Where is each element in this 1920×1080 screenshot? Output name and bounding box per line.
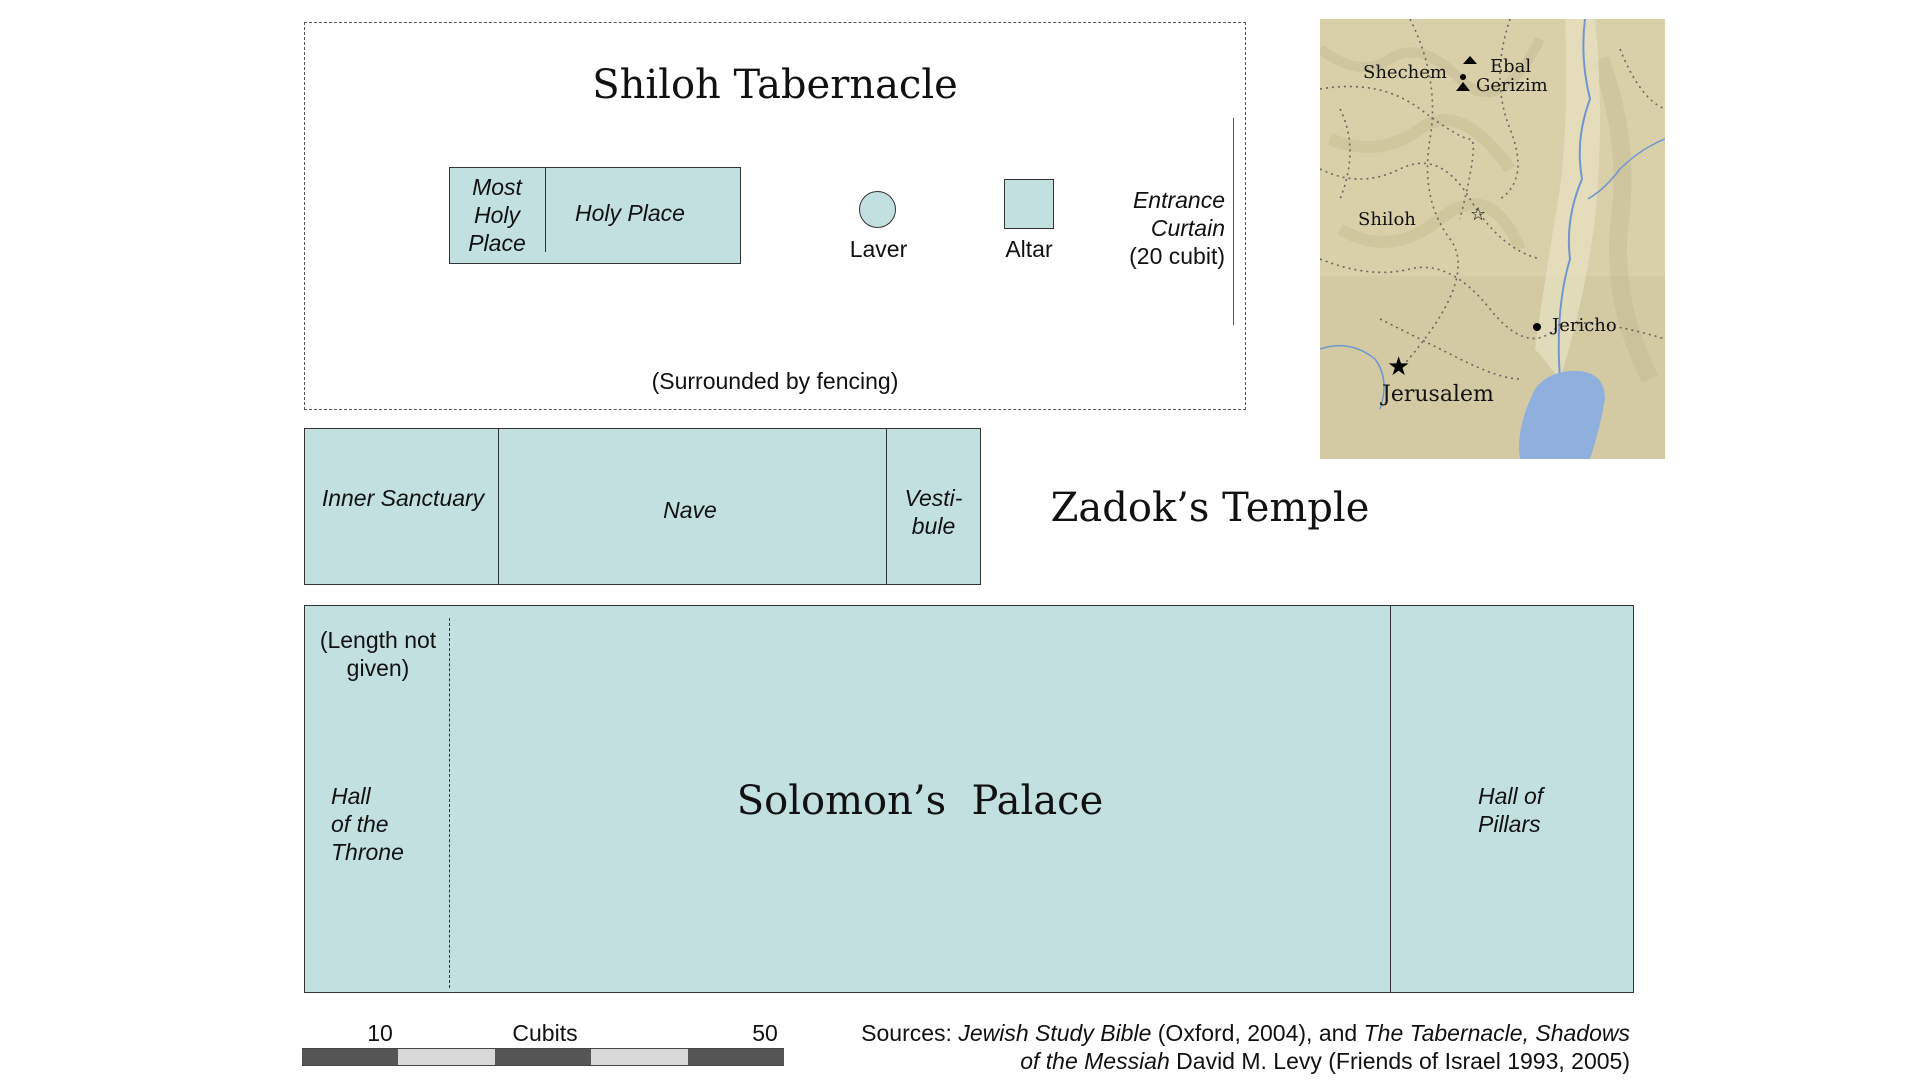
palace-dashed-divider: [449, 618, 450, 988]
scale-segment: [495, 1048, 591, 1066]
laver: [859, 191, 896, 228]
entrance-curtain-label: [1100, 186, 1225, 270]
altar-label: Altar: [1005, 236, 1053, 262]
vestibule-line-2: bule: [911, 513, 956, 539]
entrance-curtain: [1233, 118, 1234, 325]
altar: [1004, 179, 1054, 229]
length-note: (Length not given): [319, 627, 437, 681]
most-holy-place-label: Most Holy Place: [468, 174, 526, 256]
temple-wall-1: [498, 428, 499, 585]
svg-text:☆: ☆: [1470, 204, 1487, 225]
scale-unit-label: Cubits: [512, 1020, 578, 1046]
sources-citation: [860, 1019, 1630, 1075]
holy-place-label: Holy Place: [575, 200, 685, 226]
scale-segment: [398, 1048, 494, 1066]
palace-title: Solomon’s Palace: [736, 778, 1104, 824]
map-label-jerusalem: Jerusalem: [1382, 382, 1494, 407]
region-map: [1320, 19, 1665, 459]
scale-segment: [302, 1048, 398, 1066]
throne-line-2: of the: [331, 811, 389, 837]
entrance-curtain-size: (20 cubit): [1129, 243, 1225, 269]
source-book-2: The Tabernacle, Shadows of the Messiah: [1020, 1020, 1630, 1074]
hall-of-throne-label: [331, 782, 441, 866]
map-label-shiloh: Shiloh: [1358, 209, 1416, 230]
shiloh-title: Shiloh Tabernacle: [592, 62, 958, 108]
inner-sanctuary-label: Inner Sanctuary: [321, 485, 485, 511]
tent-divider: [545, 167, 546, 252]
scale-bar: [302, 1048, 784, 1066]
map-label-shechem: Shechem: [1363, 62, 1447, 83]
map-label-gerizim: Gerizim: [1476, 75, 1548, 96]
entrance-curtain-line-1: Entrance: [1132, 187, 1225, 213]
throne-line-3: Throne: [331, 839, 404, 865]
pillars-line-2: Pillars: [1478, 811, 1541, 837]
zadok-title: Zadok’s Temple: [1050, 485, 1370, 531]
fencing-note: (Surrounded by fencing): [651, 368, 899, 394]
laver-label: Laver: [849, 236, 908, 262]
source-book-1: Jewish Study Bible: [958, 1020, 1152, 1046]
scale-segment: [591, 1048, 687, 1066]
map-label-ebal: Ebal: [1490, 56, 1532, 77]
sources-suffix: David M. Levy (Friends of Israel 1993, 2005): [1169, 1048, 1630, 1074]
scale-label-50: 50: [752, 1020, 778, 1046]
palace-wall: [1390, 605, 1391, 993]
vestibule-line-1: Vesti-: [904, 485, 963, 511]
vestibule-label: [886, 484, 981, 540]
throne-line-1: Hall: [331, 783, 371, 809]
hall-of-pillars-label: [1478, 782, 1598, 838]
sources-prefix: Sources:: [861, 1020, 959, 1046]
sources-mid: (Oxford, 2004), and: [1151, 1020, 1364, 1046]
map-label-jericho: Jericho: [1552, 315, 1617, 336]
scale-label-10: 10: [367, 1020, 393, 1046]
entrance-curtain-line-2: Curtain: [1150, 215, 1225, 241]
scale-segment: [688, 1048, 784, 1066]
nave-label: Nave: [663, 497, 717, 523]
pillars-line-1: Hall of: [1478, 783, 1544, 809]
svg-text:★: ★: [1387, 352, 1411, 382]
